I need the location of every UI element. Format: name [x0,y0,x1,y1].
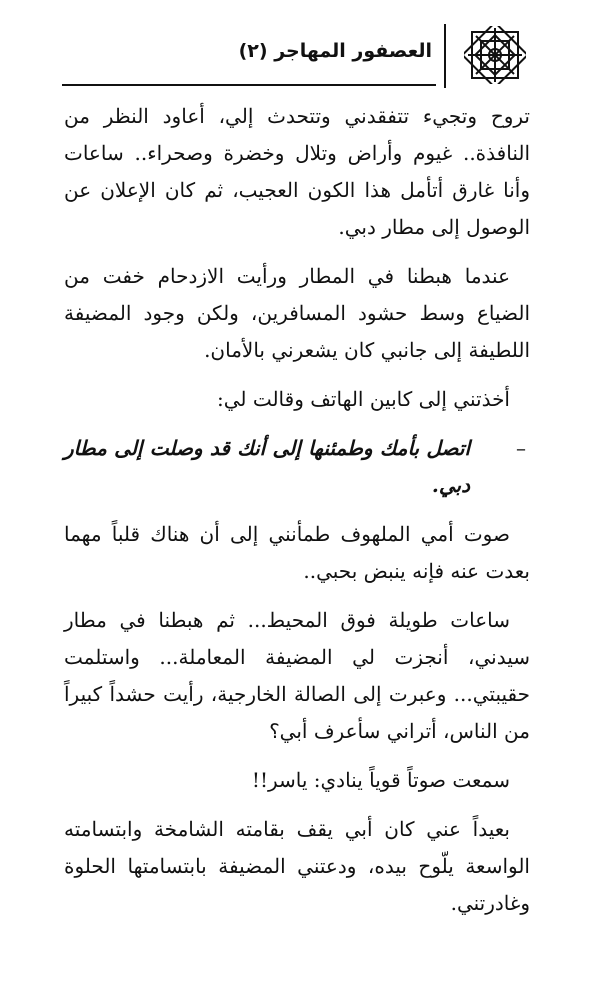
chapter-title: العصفور المهاجر (٢) [238,40,432,62]
header-ornament [444,24,528,88]
page-header [62,24,532,88]
geometric-knot-ornament-icon [464,26,526,84]
paragraph-4: صوت أمي الملهوف طمأنني إلى أن هناك قلباً مهما بعدت عنه فإنه ينبض بحبي.. [64,522,530,583]
header-divider [62,84,436,86]
paragraph-5: ساعات طويلة فوق المحيط... ثم هبطنا في مطار سيدني، أنجزت لي المضيفة المعاملة... واستلمت حقيبتي... وعبرت إلى الصالة الخارجية، رأيت حشداً كبيراً من الناس، أتراني سأعرف أبي؟ [64,608,530,743]
dialog-dash: – [516,436,526,460]
paragraph-7: بعيداً عني كان أبي يقف بقامته الشامخة وابتسامته الواسعة يلّوح بيده، ودعتني المضيفة بابتسامتها الحلوة وغادرتني. [64,817,530,915]
dialog-text: اتصل بأمك وطمئنها إلى أنك قد وصلت إلى مطار دبي. [64,436,470,497]
paragraph-6: سمعت صوتاً قوياً ينادي: ياسر!! [251,768,510,792]
paragraph-1: تروح وتجيء تتفقدني وتتحدث إلي، أعاود النظر من النافذة.. غيوم وأراض وتلال وخضرة وصحراء.. ساعات وأنا غارق أتأمل هذا الكون العجيب، ثم كان الإعلان عن الوصول إلى مطار دبي. [64,104,530,239]
paragraph-2: عندما هبطنا في المطار ورأيت الازدحام خفت من الضياع وسط حشود المسافرين، ولكن وجود المضيفة اللطيفة إلى جانبي كان يشعرني بالأمان. [64,264,530,362]
paragraph-3: أخذتني إلى كابين الهاتف وقالت لي: [216,387,510,411]
page-body [64,98,530,922]
dialog-line [64,430,530,504]
